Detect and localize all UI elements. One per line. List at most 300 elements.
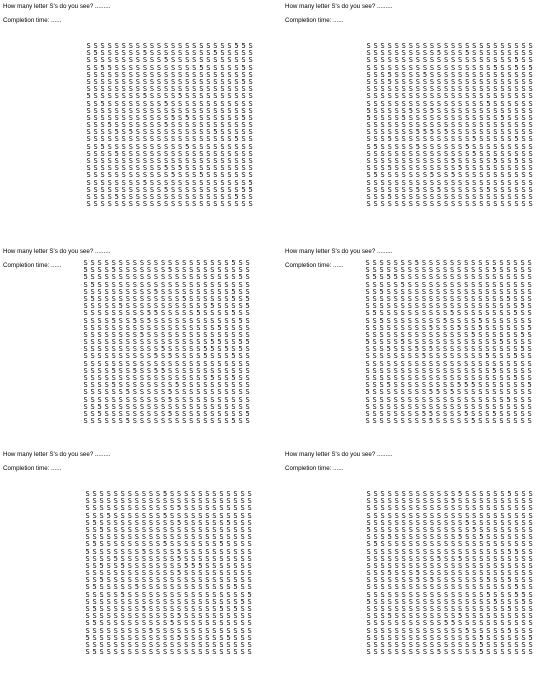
grid-glyph: S (227, 77, 232, 86)
grid-glyph: S (415, 49, 420, 58)
grid-glyph: S (366, 497, 371, 506)
grid-glyph: S (380, 533, 385, 542)
grid-glyph: S (393, 330, 398, 339)
grid-glyph: S (486, 619, 491, 628)
grid-glyph: S (234, 157, 239, 165)
grid-glyph: S (528, 171, 533, 180)
grid-glyph: S (226, 619, 231, 628)
grid-glyph: S (234, 128, 239, 137)
grid-glyph: S (380, 192, 385, 201)
grid-glyph: S (493, 648, 498, 657)
grid-glyph: S (500, 49, 505, 58)
grid-glyph: S (443, 511, 449, 520)
grid-glyph: S (97, 323, 102, 332)
grid-glyph: S (479, 626, 484, 635)
grid-glyph: S (247, 490, 252, 498)
grid-glyph: S (422, 518, 427, 527)
grid-glyph: S (132, 417, 137, 426)
grid-glyph: S (479, 490, 484, 498)
grid-glyph: S (139, 338, 144, 347)
grid-glyph: S (500, 142, 505, 151)
grid-glyph: S (527, 309, 532, 318)
grid-glyph: S (192, 128, 197, 137)
grid-glyph: S (233, 633, 238, 642)
grid-glyph: S (464, 345, 469, 354)
grid-glyph: S (506, 302, 511, 311)
grid-glyph: 5 (372, 309, 377, 318)
grid-glyph: S (528, 77, 533, 86)
grid-glyph: S (100, 157, 105, 165)
grid-glyph: S (436, 525, 442, 534)
grid-glyph: 5 (458, 612, 463, 621)
grid-glyph: S (106, 504, 111, 513)
grid-glyph: S (171, 192, 176, 201)
grid-glyph: 5 (100, 99, 105, 108)
grid-glyph: S (114, 171, 119, 180)
grid-glyph: S (220, 113, 225, 122)
grid-glyph: 5 (451, 497, 456, 506)
grid-glyph: S (212, 490, 217, 498)
grid-glyph: S (408, 128, 413, 137)
grid-glyph: S (429, 569, 435, 578)
grid-glyph: S (121, 42, 126, 50)
grid-glyph: S (513, 381, 518, 390)
grid-glyph: S (128, 113, 133, 122)
grid-glyph: S (156, 128, 162, 137)
grid-glyph: S (450, 294, 455, 303)
grid-glyph: S (366, 77, 371, 86)
grid-glyph: S (241, 142, 246, 151)
grid-glyph: 5 (217, 338, 222, 347)
grid-glyph: S (472, 106, 477, 115)
grid-glyph: S (435, 330, 441, 339)
grid-glyph: S (85, 569, 90, 578)
grid-glyph: S (177, 626, 182, 635)
grid-glyph: S (99, 569, 104, 578)
grid-glyph: S (99, 612, 104, 621)
grid-glyph: S (472, 569, 477, 578)
grid-glyph: 5 (245, 338, 250, 347)
grid-glyph: S (457, 395, 462, 404)
grid-glyph: S (134, 626, 139, 635)
grid-glyph: S (401, 583, 406, 592)
grid-glyph: S (527, 330, 532, 339)
grid-glyph: S (414, 316, 419, 325)
grid-glyph: S (450, 316, 455, 325)
grid-glyph: S (527, 259, 532, 267)
grid-glyph: S (226, 561, 231, 570)
grid-glyph: S (422, 121, 427, 130)
grid-glyph: S (521, 99, 526, 108)
grid-glyph: S (528, 135, 533, 144)
grid-glyph: S (372, 302, 377, 311)
grid-glyph: S (160, 302, 166, 311)
grid-glyph: S (401, 518, 406, 527)
grid-glyph: S (90, 287, 95, 296)
grid-glyph: S (401, 561, 406, 570)
grid-glyph: S (219, 511, 224, 520)
grid-glyph: S (160, 287, 166, 296)
grid-glyph: S (175, 366, 180, 375)
grid-glyph: S (141, 561, 146, 570)
grid-glyph: S (514, 106, 519, 115)
grid-glyph: S (114, 106, 119, 115)
grid-glyph: S (521, 49, 526, 58)
grid-glyph: S (163, 70, 169, 79)
grid-glyph: S (393, 302, 398, 311)
grid-glyph: 5 (85, 633, 90, 642)
grid-glyph: S (111, 259, 116, 267)
grid-glyph: S (422, 497, 427, 506)
grid-glyph: S (139, 273, 144, 282)
grid-glyph: S (86, 106, 91, 115)
grid-glyph: S (106, 576, 111, 585)
grid-glyph: S (443, 569, 449, 578)
grid-glyph: S (471, 323, 476, 332)
grid-glyph: S (203, 338, 208, 347)
grid-glyph: S (443, 554, 449, 563)
grid-glyph: S (142, 200, 147, 209)
grid-glyph: S (486, 554, 491, 563)
grid-glyph: S (153, 381, 159, 390)
grid-glyph: S (240, 504, 245, 513)
grid-glyph: S (182, 359, 187, 368)
grid-glyph: S (443, 540, 449, 549)
grid-glyph: S (163, 135, 169, 144)
grid-glyph: S (118, 273, 123, 282)
grid-glyph: S (428, 338, 434, 347)
grid-glyph: S (387, 576, 392, 585)
grid-glyph: S (217, 409, 222, 418)
grid-glyph: S (492, 395, 497, 404)
grid-glyph: 5 (429, 106, 435, 115)
grid-glyph: S (238, 366, 243, 375)
grid-glyph: S (500, 590, 505, 599)
grid-glyph: 5 (421, 409, 426, 418)
grid-glyph: S (206, 56, 211, 65)
grid-glyph: S (224, 259, 229, 267)
question-text: How many letter S's do you see? ......... (3, 248, 111, 255)
grid-glyph: S (492, 338, 497, 347)
grid-glyph: S (400, 316, 405, 325)
grid-glyph: S (125, 302, 130, 311)
grid-glyph: S (451, 99, 456, 108)
grid-glyph: S (486, 490, 491, 498)
grid-glyph: S (486, 142, 491, 151)
grid-glyph: S (506, 352, 511, 361)
grid-glyph: 5 (168, 266, 173, 275)
grid-glyph: S (451, 135, 456, 144)
grid-glyph: S (443, 605, 449, 613)
grid-glyph: S (422, 171, 427, 180)
grid-glyph: 5 (114, 128, 119, 137)
grid-glyph: S (387, 511, 392, 520)
grid-glyph: S (373, 157, 378, 165)
grid-glyph: S (175, 259, 180, 267)
grid-glyph: S (107, 85, 112, 94)
grid-glyph: 5 (107, 63, 112, 72)
grid-glyph: S (219, 590, 224, 599)
grid-glyph: S (168, 294, 173, 303)
grid-glyph: S (212, 533, 217, 542)
grid-glyph: S (189, 259, 194, 267)
grid-glyph: S (149, 178, 155, 187)
grid-glyph: S (184, 648, 189, 657)
grid-glyph: 5 (450, 309, 455, 318)
grid-glyph: S (127, 554, 132, 563)
grid-glyph: S (226, 626, 231, 635)
grid-glyph: S (373, 569, 378, 578)
grid-glyph: S (240, 626, 245, 635)
grid-glyph: S (156, 63, 162, 72)
grid-glyph: S (506, 409, 511, 418)
grid-glyph: S (93, 85, 98, 94)
grid-glyph: S (521, 77, 526, 86)
grid-glyph: S (450, 323, 455, 332)
grid-glyph: S (366, 504, 371, 513)
grid-glyph: S (414, 381, 419, 390)
grid-glyph: S (220, 135, 225, 144)
grid-glyph: S (499, 266, 504, 275)
grid-glyph: S (86, 128, 91, 137)
grid-glyph: S (372, 395, 377, 404)
grid-glyph: S (85, 525, 90, 534)
grid-glyph: 5 (210, 338, 215, 347)
grid-glyph: S (479, 200, 484, 209)
grid-glyph: 5 (451, 157, 456, 165)
grid-glyph: S (500, 164, 505, 173)
grid-glyph: S (443, 113, 449, 122)
grid-glyph: S (366, 171, 371, 180)
grid-glyph: S (141, 597, 146, 606)
grid-glyph: S (521, 569, 526, 578)
grid-glyph: S (373, 85, 378, 94)
grid-glyph: S (212, 648, 217, 657)
grid-glyph: S (146, 359, 152, 368)
grid-glyph: S (203, 259, 208, 267)
grid-glyph: S (514, 533, 519, 542)
grid-glyph: S (107, 157, 112, 165)
grid-glyph: S (457, 402, 462, 411)
grid-glyph: S (458, 497, 463, 506)
grid-glyph: S (465, 648, 470, 657)
grid-glyph: S (178, 142, 183, 151)
grid-glyph: S (472, 561, 477, 570)
grid-glyph: S (514, 171, 519, 180)
grid-glyph: S (142, 63, 147, 72)
grid-glyph: S (175, 266, 180, 275)
grid-glyph: S (408, 612, 413, 621)
grid-glyph: S (401, 171, 406, 180)
grid-glyph: S (436, 626, 442, 635)
grid-glyph: S (379, 417, 384, 426)
grid-glyph: S (178, 42, 183, 50)
grid-glyph: S (148, 511, 154, 520)
grid-glyph: S (175, 309, 180, 318)
grid-glyph: S (206, 63, 211, 72)
grid-glyph: S (436, 583, 442, 592)
grid-glyph: S (408, 178, 413, 187)
grid-glyph: S (210, 381, 215, 390)
grid-glyph: 5 (217, 323, 222, 332)
grid-glyph: S (458, 77, 463, 86)
grid-glyph: S (148, 554, 154, 563)
grid-glyph: S (387, 42, 392, 50)
grid-glyph: 5 (90, 280, 95, 289)
grid-glyph: S (479, 619, 484, 628)
grid-glyph: S (106, 540, 111, 549)
grid-glyph: S (199, 70, 204, 79)
grid-glyph: S (400, 374, 405, 382)
grid-glyph: S (217, 352, 222, 361)
grid-glyph: S (485, 259, 490, 267)
grid-glyph: S (191, 511, 196, 520)
grid-glyph: S (479, 525, 484, 534)
grid-glyph: S (155, 561, 161, 570)
grid-glyph: S (479, 597, 484, 606)
grid-glyph: S (206, 200, 211, 209)
grid-glyph: S (415, 547, 420, 556)
grid-glyph: S (135, 63, 140, 72)
grid-glyph: S (373, 612, 378, 621)
grid-glyph: S (146, 302, 152, 311)
grid-glyph: S (408, 56, 413, 65)
grid-glyph: S (240, 633, 245, 642)
grid-glyph: S (241, 85, 246, 94)
grid-glyph: S (465, 612, 470, 621)
grid-glyph: S (464, 273, 469, 282)
grid-glyph: S (233, 597, 238, 606)
grid-glyph: S (528, 142, 533, 151)
grid-glyph: S (146, 330, 152, 339)
grid-glyph: S (121, 70, 126, 79)
grid-glyph: S (233, 590, 238, 599)
grid-glyph: S (408, 626, 413, 635)
grid-glyph: S (514, 633, 519, 642)
grid-glyph: S (506, 259, 511, 267)
grid-glyph: S (148, 640, 154, 649)
grid-glyph: S (153, 402, 159, 411)
grid-glyph: S (86, 200, 91, 209)
grid-glyph: S (393, 309, 398, 318)
grid-glyph: S (366, 605, 371, 613)
grid-glyph: S (407, 273, 412, 282)
grid-glyph: S (394, 56, 399, 65)
grid-glyph: S (85, 590, 90, 599)
grid-glyph: 5 (499, 338, 504, 347)
grid-glyph: S (366, 121, 371, 130)
grid-glyph: S (500, 135, 505, 144)
grid-glyph: S (220, 200, 225, 209)
grid-glyph: S (185, 99, 190, 108)
grid-glyph: S (178, 135, 183, 144)
grid-glyph: S (479, 504, 484, 513)
grid-glyph: S (182, 395, 187, 404)
grid-glyph: S (160, 402, 166, 411)
grid-glyph: S (464, 316, 469, 325)
grid-glyph: S (421, 294, 426, 303)
grid-glyph: S (149, 135, 155, 144)
grid-glyph: S (100, 113, 105, 122)
grid-glyph: S (521, 547, 526, 556)
grid-glyph: S (513, 330, 518, 339)
grid-glyph: S (485, 280, 490, 289)
grid-glyph: S (451, 597, 456, 606)
grid-glyph: S (471, 388, 476, 397)
grid-glyph: S (206, 171, 211, 180)
grid-glyph: S (365, 273, 370, 282)
grid-glyph: S (128, 49, 133, 58)
grid-glyph: S (227, 200, 232, 209)
grid-glyph: S (83, 366, 88, 375)
grid-glyph: S (486, 640, 491, 649)
grid-glyph: S (220, 49, 225, 58)
grid-glyph: S (366, 164, 371, 173)
grid-glyph: S (153, 273, 159, 282)
grid-glyph: S (451, 185, 456, 194)
grid-glyph: S (451, 605, 456, 613)
grid-glyph: S (408, 200, 413, 209)
grid-glyph: S (499, 409, 504, 418)
grid-glyph: S (100, 200, 105, 209)
grid-glyph: S (162, 640, 168, 649)
grid-glyph: S (156, 121, 162, 130)
grid-glyph: S (111, 352, 116, 361)
grid-glyph: S (492, 359, 497, 368)
grid-glyph: S (220, 85, 225, 94)
grid-glyph: S (128, 99, 133, 108)
grid-glyph: S (415, 626, 420, 635)
grid-glyph: S (472, 648, 477, 657)
grid-glyph: S (500, 56, 505, 65)
grid-glyph: S (521, 42, 526, 50)
grid-glyph: S (231, 280, 236, 289)
grid-glyph: S (387, 106, 392, 115)
grid-glyph: S (92, 597, 97, 606)
grid-glyph: S (171, 157, 176, 165)
grid-glyph: 5 (507, 547, 512, 556)
grid-glyph: S (366, 540, 371, 549)
grid-glyph: S (493, 135, 498, 144)
grid-glyph: S (125, 309, 130, 318)
grid-glyph: S (429, 178, 435, 187)
grid-glyph: S (387, 597, 392, 606)
grid-glyph: 5 (111, 266, 116, 275)
grid-glyph: S (443, 561, 449, 570)
grid-glyph: S (472, 612, 477, 621)
grid-glyph: S (422, 77, 427, 86)
grid-glyph: S (407, 316, 412, 325)
grid-glyph: S (226, 511, 231, 520)
grid-glyph: S (387, 590, 392, 599)
grid-glyph: S (219, 525, 224, 534)
grid-glyph: S (118, 287, 123, 296)
grid-glyph: S (212, 518, 217, 527)
grid-glyph: S (450, 266, 455, 275)
grid-glyph: S (428, 259, 434, 267)
grid-glyph: S (104, 316, 109, 325)
grid-glyph: S (185, 157, 190, 165)
grid-glyph: S (464, 294, 469, 303)
grid-glyph: S (92, 626, 97, 635)
grid-glyph: S (443, 106, 449, 115)
grid-glyph: S (155, 533, 161, 542)
grid-glyph: S (198, 547, 203, 556)
grid-glyph: S (135, 106, 140, 115)
grid-glyph: S (366, 85, 371, 94)
grid-glyph: S (83, 287, 88, 296)
grid-glyph: S (472, 583, 477, 592)
